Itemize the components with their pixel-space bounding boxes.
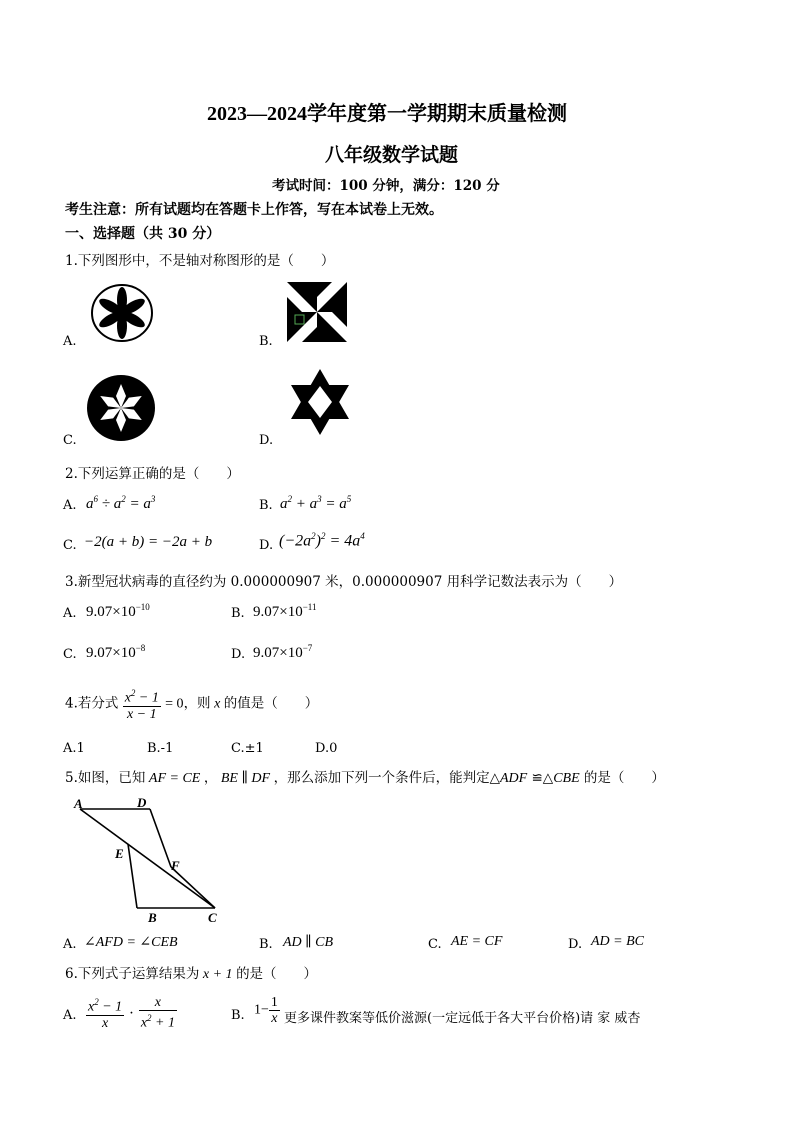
- q5-option-c-label: C.: [428, 937, 442, 952]
- q5-option-b-formula: AD ∥ CB: [283, 935, 334, 950]
- q1-option-a-label: A.: [63, 334, 77, 349]
- q4-fraction: $\frac{x^2 - 1}{x - 1}$: [124, 688, 159, 722]
- q4-option-a: A.1: [63, 741, 85, 756]
- star-of-david-figure: [289, 367, 351, 437]
- exam-title: 2023—2024学年度第一学期期末质量检测: [207, 103, 567, 125]
- question-4-stem: 4.若分式 $\frac{x^2 - 1}{x - 1}$ = 0，则 x 的值是（ ）: [65, 688, 319, 722]
- point-b-label: B: [148, 910, 157, 925]
- q6-option-a-label: A.: [63, 1008, 77, 1023]
- q2-option-c-label: C.: [63, 538, 77, 553]
- question-5-stem: 5.如图，已知 AF = CE ， BE ∥ DF ，那么添加下列一个条件后，能判定△ADF ≌△CBE 的是（ ）: [65, 770, 665, 786]
- q4-option-d: D.0: [315, 741, 338, 756]
- question-2-stem: 2.下列运算正确的是（ ）: [65, 466, 240, 482]
- q3-option-a-value: $9.07\times 10^{-10}$: [86, 602, 150, 620]
- q3-option-c-label: C.: [63, 647, 77, 662]
- q4-option-c: C.±1: [231, 741, 264, 756]
- point-c-label: C: [208, 910, 217, 925]
- q3-option-d-label: D.: [231, 647, 246, 662]
- q5-option-b-label: B.: [259, 937, 273, 952]
- question-1-stem: 1.下列图形中，不是轴对称图形的是（ ）: [65, 253, 335, 269]
- q5-option-a-label: A.: [63, 937, 77, 952]
- exam-subtitle: 八年级数学试题: [325, 144, 459, 166]
- q2-option-a-formula: $a^6 \div a^2 = a^3$: [86, 494, 156, 512]
- exam-info: 考试时间：100 分钟，满分：120 分: [272, 178, 500, 194]
- snowflake-figure: [86, 374, 156, 442]
- question-6-stem: 6.下列式子运算结果为 x + 1 的是（ ）: [65, 966, 318, 982]
- watermark-text: 更多课件教案等低价滋源(一定远低于各大平台价格)请 家 威杏: [284, 1011, 641, 1026]
- question-3-stem: 3.新型冠状病毒的直径约为 0.000000907 米，0.000000907 用科学记数法表示为（ ）: [65, 574, 623, 590]
- q2-option-c-formula: −2(a + b) = −2a + b: [84, 534, 213, 550]
- section-heading: 一、选择题（共 30 分）: [65, 226, 221, 242]
- q5-option-c-formula: AE = CF: [451, 934, 503, 949]
- q2-option-b-formula: $a^2 + a^3 = a^5$: [280, 494, 352, 512]
- q1-option-d-label: D.: [259, 433, 274, 448]
- q2-option-a-label: A.: [63, 498, 77, 513]
- pinwheel-figure: [287, 282, 347, 342]
- point-a-label: A: [74, 796, 83, 811]
- q5-option-d-formula: AD = BC: [591, 934, 644, 949]
- q6-option-b-label: B.: [231, 1008, 245, 1023]
- parallelogram-figure: [70, 794, 230, 926]
- point-d-label: D: [137, 795, 147, 810]
- q6-option-a-formula: $\frac{x^2 - 1}{x}$ · $\frac{x}{x^2 + 1}$: [88, 995, 175, 1031]
- q3-option-d-value: $9.07\times 10^{-7}$: [253, 643, 313, 661]
- point-e-label: E: [115, 846, 124, 861]
- q1-option-b-label: B.: [259, 334, 273, 349]
- q3-option-b-label: B.: [231, 606, 245, 621]
- q2-option-b-label: B.: [259, 498, 273, 513]
- q4-option-b: B.-1: [147, 741, 174, 756]
- q3-option-a-label: A.: [63, 606, 77, 621]
- q2-option-d-label: D.: [259, 538, 274, 553]
- q3-option-b-value: $9.07\times 10^{-11}$: [253, 602, 317, 620]
- q5-option-d-label: D.: [568, 937, 583, 952]
- exam-notice: 考生注意：所有试题均在答题卡上作答，写在本试卷上无效。: [65, 202, 443, 218]
- q1-option-c-label: C.: [63, 433, 77, 448]
- point-f-label: F: [171, 858, 180, 873]
- q5-option-a-formula: ∠AFD = ∠CEB: [84, 935, 178, 950]
- q6-option-b-formula: 1− $\frac{1}{x}$: [254, 995, 278, 1026]
- q3-option-c-value: $9.07\times 10^{-8}$: [86, 643, 146, 661]
- q2-option-d-formula: $(-2a^2)^2 = 4a^4$: [279, 531, 365, 550]
- flower-figure: [89, 283, 155, 343]
